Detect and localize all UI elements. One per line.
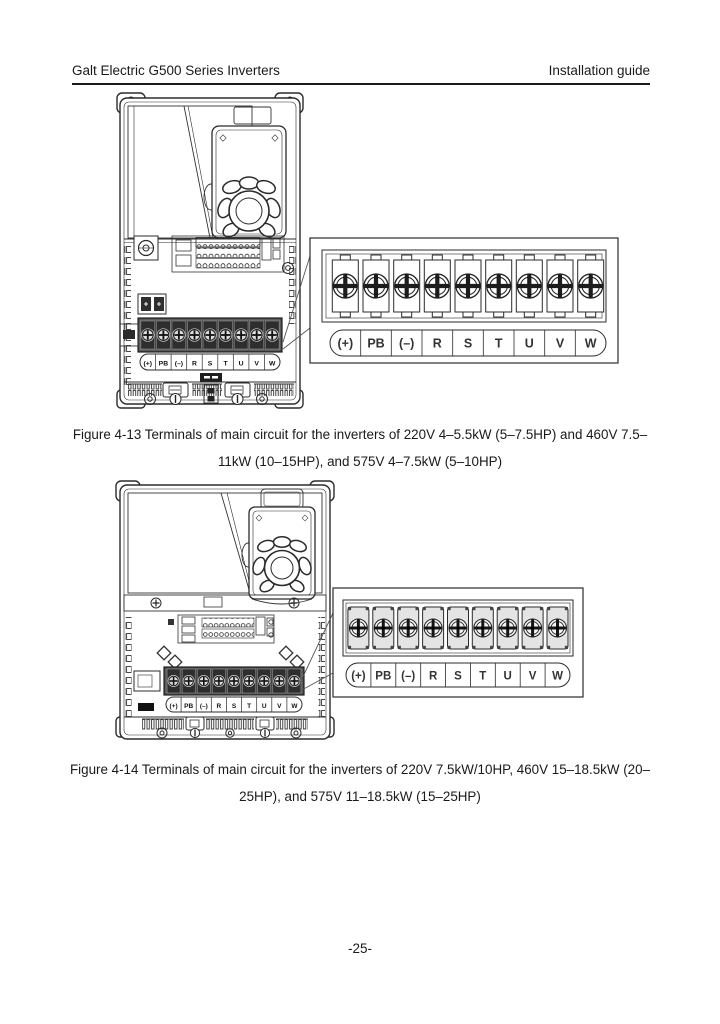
- terminal-callout: [333, 588, 583, 697]
- terminal-label: R: [432, 336, 442, 351]
- header-rule: [72, 83, 650, 85]
- terminal-label: U: [238, 360, 244, 368]
- nameplate-badge: [200, 373, 222, 382]
- figure-4-13-diagram: [100, 90, 640, 415]
- keypad: [204, 126, 286, 240]
- header-doc-title: Installation guide: [548, 63, 650, 78]
- terminal-label: V: [555, 336, 565, 351]
- terminal-label: PB: [367, 336, 385, 351]
- inverter-front-view: [116, 481, 334, 739]
- terminal-callout: [310, 238, 618, 363]
- terminal-label: (+): [337, 336, 354, 351]
- terminal-label: W: [268, 360, 276, 368]
- terminal-label-strip: [140, 354, 280, 370]
- terminal-label: S: [207, 360, 213, 368]
- terminal-label: S: [454, 670, 462, 683]
- terminal-label: U: [261, 702, 267, 710]
- din-rail-tabs: [125, 617, 132, 717]
- terminal-label: V: [277, 702, 282, 710]
- main-terminal-strip: [134, 667, 304, 695]
- terminal-label: V: [528, 670, 537, 683]
- page-number: -25-: [347, 941, 372, 956]
- terminal-label: T: [494, 336, 503, 351]
- terminal-label: (–): [399, 336, 415, 351]
- terminal-label: (+): [351, 670, 366, 683]
- terminal-label: (–): [174, 360, 184, 368]
- terminal-label: PB: [375, 670, 392, 683]
- keypad-button: [240, 177, 259, 189]
- terminal-label: U: [524, 336, 534, 351]
- main-terminal-strip: [120, 318, 282, 352]
- ground-screw: [134, 236, 158, 260]
- terminal-label: S: [463, 336, 473, 351]
- terminal-label-strip: [166, 697, 302, 712]
- din-rail-tabs: [125, 244, 132, 386]
- figure-4-14-caption: Figure 4-14 Terminals of main circuit for the inverters of 220V 7.5kW/10HP, 460V 15–18.5kW (20– 25HP), and 575V 11–18.5kW (15–25HP): [69, 762, 651, 804]
- terminal-label: (–): [199, 702, 208, 710]
- keypad-dial: [265, 551, 300, 586]
- keypad: [242, 507, 315, 604]
- terminal-label: PB: [158, 360, 169, 368]
- terminal-label: W: [291, 702, 298, 710]
- terminal-label: PB: [184, 702, 194, 710]
- nameplate-badge: [138, 703, 154, 711]
- terminal-label: (–): [401, 670, 416, 683]
- terminal-label: R: [428, 670, 438, 683]
- terminal-label: T: [247, 702, 252, 710]
- figure-4-13-caption: Figure 4-13 Terminals of main circuit for the inverters of 220V 4–5.5kW (5–7.5HP) and 460V 7.5– 11kW (10–15HP), and 575V 4–7.5kW (5–10HP): [72, 427, 648, 469]
- terminal-label: W: [584, 336, 597, 351]
- terminal-label: S: [231, 702, 237, 710]
- keypad-button: [274, 537, 291, 547]
- terminal-label: T: [479, 670, 487, 683]
- terminal-label: R: [216, 702, 222, 710]
- inverter-front-view: [117, 93, 303, 408]
- terminal-label: T: [223, 360, 228, 368]
- terminal-label: V: [254, 360, 259, 368]
- terminal-label: U: [503, 670, 512, 683]
- keypad-dial: [229, 191, 269, 231]
- terminal-label: (+): [169, 702, 178, 710]
- terminal-label: W: [552, 670, 563, 683]
- aux-terminal-block: [138, 294, 166, 314]
- terminal-label: (+): [143, 360, 153, 368]
- header-product-title: Galt Electric G500 Series Inverters: [72, 63, 280, 78]
- figure-4-14-diagram: [100, 477, 640, 752]
- terminal-label: R: [192, 360, 197, 368]
